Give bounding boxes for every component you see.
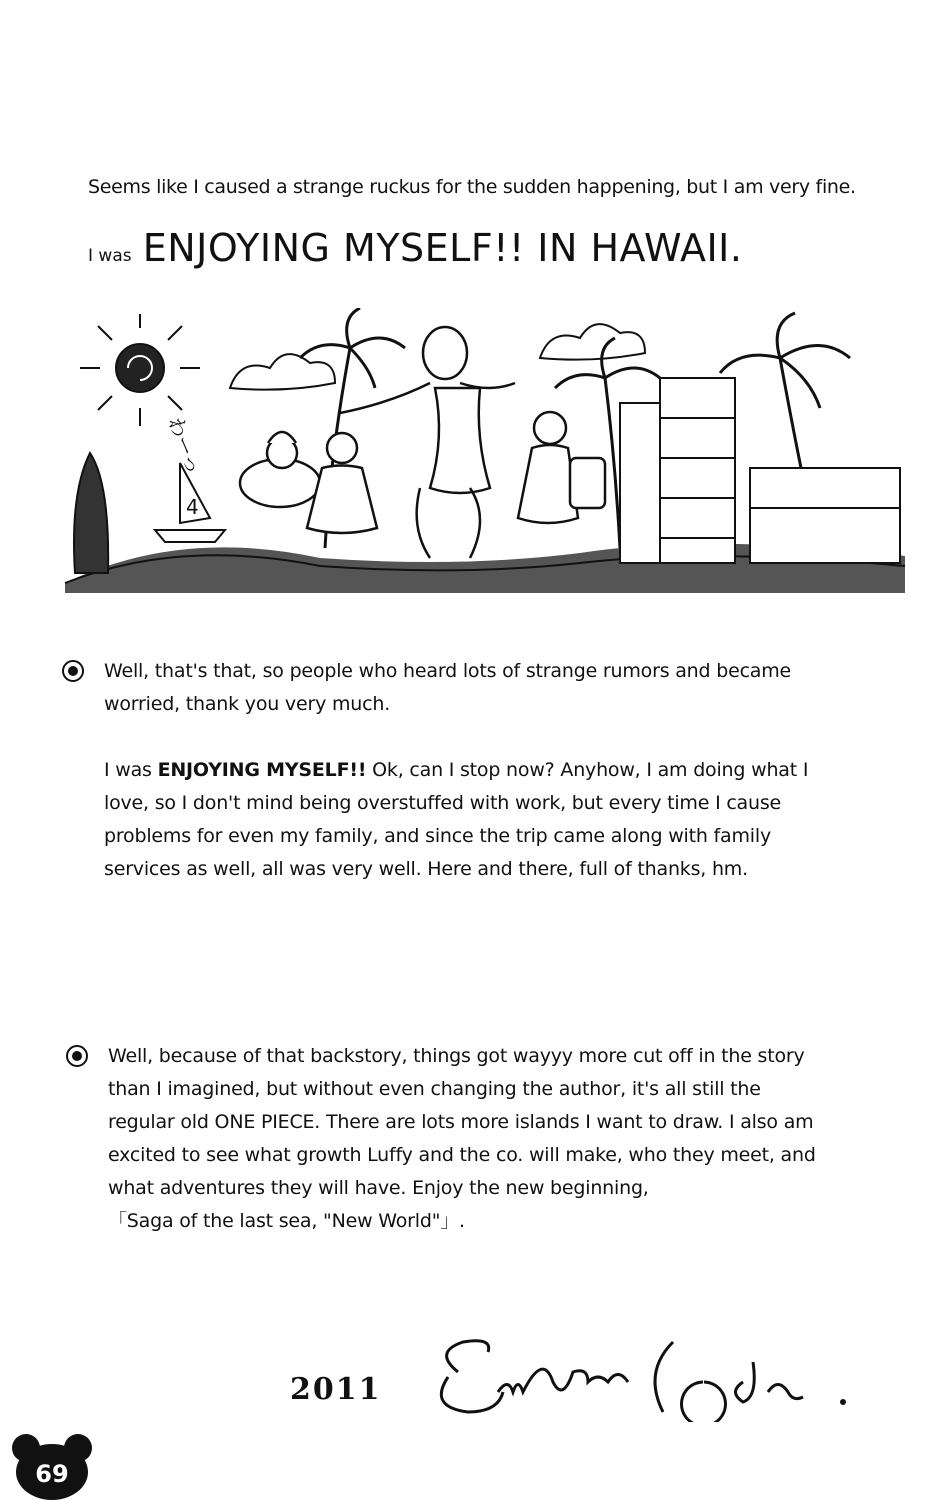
section-story-p1: Well, because of that backstory, things got wayyy more cut off in the story than I imagined, but without even changing the author, it's all still the regular old ONE PIECE. There are lots more islands I want to draw. I also am excited to see what growth Luffy and the co. will make, who they meet, and what adventures they will have. Enjoy the new beginning, [108,1045,816,1199]
illustration-boat-number: 4 [186,495,199,519]
p2-pre: I was [104,759,158,781]
bullet-icon [62,660,84,682]
headline-small: I was [88,246,132,266]
year: 2011 [290,1372,382,1407]
sun-icon [80,314,200,426]
hawaii-illustration [60,308,910,593]
section-rumors-p1: Well, that's that, so people who heard lots of strange rumors and became worried, thank you very much. [104,660,792,715]
page-number: 69 [35,1460,69,1488]
section-rumors [62,655,822,886]
section-rumors-p2 [104,754,822,886]
headline [88,226,742,270]
bullet-icon [66,1045,88,1067]
illustration-sfx: わーっ [163,413,207,478]
section-story [66,1040,826,1238]
p2-post: Ok, can I stop now? Anyhow, I am doing what I love, so I don't mind being overstuffed with work, but every time I cause problems for even my family, and since the trip came along with family services as well, all was very well. Here and there, full of thanks, hm. [104,759,809,880]
headline-big: ENJOYING MYSELF!! IN HAWAII. [142,226,743,270]
p2-bold: ENJOYING MYSELF!! [157,759,367,781]
author-signature [428,1322,858,1422]
section-story-p2: 「Saga of the last sea, "New World"」. [108,1210,465,1232]
intro-text: Seems like I caused a strange ruckus for the sudden happening, but I am very fine. [88,176,856,198]
page-number-badge [12,1430,92,1500]
